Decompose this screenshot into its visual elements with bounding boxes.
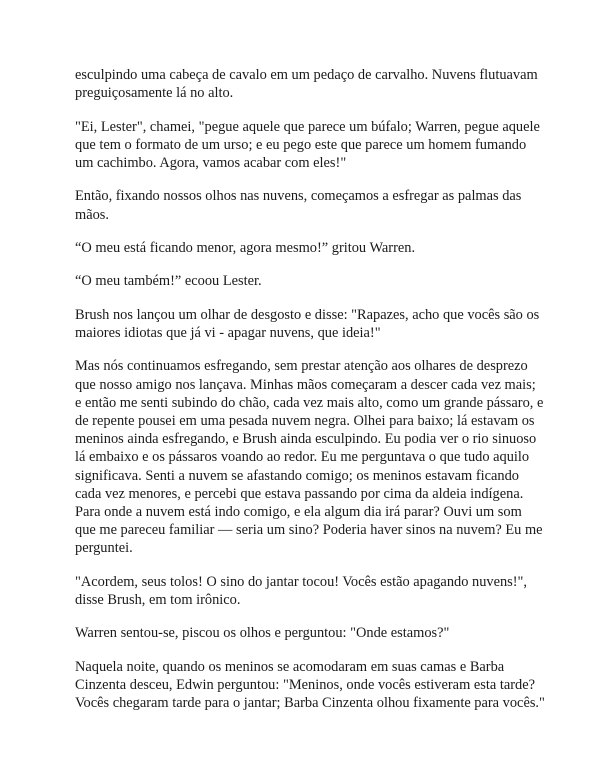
paragraph: Então, fixando nossos olhos nas nuvens, começamos a esfregar as palmas das mãos. (75, 188, 522, 223)
paragraph: Warren sentou-se, piscou os olhos e perguntou: "Onde estamos?" (75, 625, 450, 642)
paragraph: “O meu está ficando menor, agora mesmo!” gritou Warren. (75, 239, 416, 256)
paragraph: esculpindo uma cabeça de cavalo em um pedaço de carvalho. Nuvens flutuavam preguiçosamente lá no alto. (75, 67, 538, 102)
paragraph: Naquela noite, quando os meninos se acomodaram em suas camas e Barba Cinzenta desceu, Edwin perguntou: "Meninos, onde vocês estiveram esta tarde? Vocês chegaram tarde para o jantar; Barba Cinzenta olhou fixamente para vocês." (75, 658, 545, 712)
paragraph: "Acordem, seus tolos! O sino do jantar tocou! Vocês estão apagando nuvens!", disse Brush, em tom irônico. (75, 573, 528, 608)
paragraph: Mas nós continuamos esfregando, sem prestar atenção aos olhares de desprezo que nosso amigo nos lançava. Minhas mãos começaram a descer cada vez mais; e então me senti subindo do chão, cada vez mais alto, como um grande pássaro, e de repente pousei em uma pesada nuvem negra. Olhei para baixo; lá estavam os meninos ainda esfregando, e Brush ainda esculpindo. Eu podia ver o rio sinuoso lá embaixo e os pássaros voando ao redor. Eu me perguntava o que tudo aquilo significava. Senti a nuvem se afastando comigo; os meninos estavam ficando cada vez menores, e percebi que estava passando por cima da aldeia indígena. Para onde a nuvem está indo comigo, e ela algum dia irá parar? Ouvi um som que me pareceu familiar — seria um sino? Poderia haver sinos na nuvem? Eu me perguntei. (75, 358, 544, 557)
body-text (75, 66, 545, 712)
paragraph: “O meu também!” ecoou Lester. (75, 273, 262, 290)
paragraph: Brush nos lançou um olhar de desgosto e disse: "Rapazes, acho que vocês são os maiores idiotas que já vi - apagar nuvens, que ideia!" (75, 306, 540, 341)
paragraph: "Ei, Lester", chamei, "pegue aquele que parece um búfalo; Warren, pegue aquele que tem o formato de um urso; e eu pego este que parece um homem fumando um cachimbo. Agora, vamos acabar com eles!" (75, 118, 540, 171)
